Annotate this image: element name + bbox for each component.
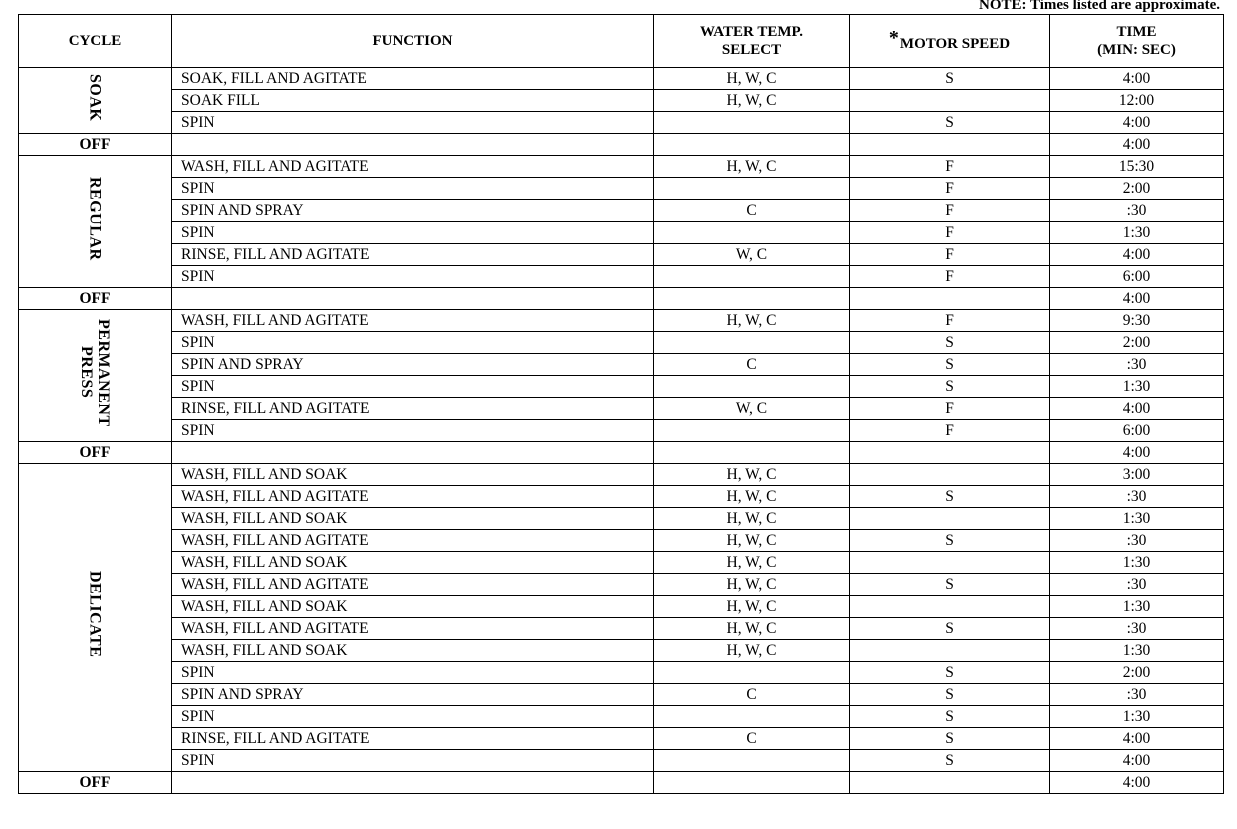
water-temp-cell [654,706,850,728]
motor-speed-cell: F [850,178,1050,200]
table-row [19,222,1224,244]
time-cell: 4:00 [1050,112,1224,134]
cycle-group-cell [19,156,172,288]
function-cell: SPIN [172,706,654,728]
time-cell: :30 [1050,530,1224,552]
table-row [19,376,1224,398]
water-temp-cell: H, W, C [654,156,850,178]
motor-speed-cell: S [850,112,1050,134]
table-row [19,90,1224,112]
motor-speed-cell: F [850,200,1050,222]
motor-speed-cell [850,640,1050,662]
function-cell [172,288,654,310]
motor-speed-cell: S [850,662,1050,684]
water-temp-cell: H, W, C [654,640,850,662]
table-row [19,310,1224,332]
function-cell [172,772,654,794]
motor-speed-cell: F [850,420,1050,442]
time-cell: 1:30 [1050,376,1224,398]
cycle-header: CYCLE [19,15,172,68]
function-cell: SPIN [172,222,654,244]
time-cell: 9:30 [1050,310,1224,332]
table-row [19,112,1224,134]
water-temp-header [654,15,850,68]
off-label: OFF [19,288,172,310]
water-temp-cell [654,750,850,772]
table-row [19,662,1224,684]
motor-speed-cell: S [850,728,1050,750]
table-row [19,200,1224,222]
table-row [19,244,1224,266]
motor-speed-cell: S [850,354,1050,376]
function-cell: WASH, FILL AND AGITATE [172,486,654,508]
time-cell: 2:00 [1050,332,1224,354]
time-cell: 1:30 [1050,508,1224,530]
motor-speed-cell [850,552,1050,574]
cycle-name: REGULAR [86,176,104,261]
function-cell: SPIN [172,332,654,354]
time-cell: 4:00 [1050,398,1224,420]
water-temp-cell: H, W, C [654,464,850,486]
function-cell: WASH, FILL AND AGITATE [172,310,654,332]
table-row [19,530,1224,552]
function-cell: WASH, FILL AND SOAK [172,596,654,618]
cycle-group-cell [19,68,172,134]
function-cell: SPIN [172,112,654,134]
motor-speed-cell: S [850,706,1050,728]
motor-speed-cell [850,596,1050,618]
table-row [19,266,1224,288]
motor-speed-cell [850,134,1050,156]
time-header-line1: TIME [1116,24,1157,40]
time-cell: 4:00 [1050,134,1224,156]
table-row [19,706,1224,728]
time-cell: 4:00 [1050,68,1224,90]
motor-speed-cell: S [850,530,1050,552]
water-temp-cell: H, W, C [654,596,850,618]
function-cell: SOAK FILL [172,90,654,112]
motor-speed-cell: F [850,244,1050,266]
water-temp-cell: H, W, C [654,90,850,112]
water-temp-header-line1: WATER TEMP. [699,24,804,40]
time-cell: 15:30 [1050,156,1224,178]
table-body [19,68,1224,794]
off-row [19,442,1224,464]
time-cell: 1:30 [1050,706,1224,728]
table-row [19,728,1224,750]
off-row [19,134,1224,156]
table-row [19,420,1224,442]
time-cell: 2:00 [1050,178,1224,200]
function-cell: SPIN AND SPRAY [172,684,654,706]
water-temp-cell [654,332,850,354]
function-cell: SOAK, FILL AND AGITATE [172,68,654,90]
time-cell: 3:00 [1050,464,1224,486]
table-row [19,640,1224,662]
off-row [19,772,1224,794]
motor-speed-cell: S [850,618,1050,640]
motor-speed-cell: S [850,486,1050,508]
function-cell: RINSE, FILL AND AGITATE [172,244,654,266]
function-header: FUNCTION [172,15,654,68]
water-temp-header-line2: SELECT [721,42,782,58]
off-label: OFF [19,772,172,794]
function-cell: WASH, FILL AND SOAK [172,464,654,486]
motor-speed-cell [850,288,1050,310]
off-label: OFF [19,134,172,156]
table-row [19,178,1224,200]
cycle-chart-table [18,14,1224,794]
motor-speed-cell: S [850,574,1050,596]
footnote-asterisk: * [888,27,899,49]
water-temp-cell [654,420,850,442]
time-cell: 6:00 [1050,266,1224,288]
time-cell: 1:30 [1050,596,1224,618]
table-row [19,618,1224,640]
table-row [19,354,1224,376]
water-temp-cell [654,112,850,134]
table-row [19,574,1224,596]
water-temp-cell: C [654,728,850,750]
table-row [19,750,1224,772]
water-temp-cell [654,662,850,684]
water-temp-cell: W, C [654,398,850,420]
function-cell [172,442,654,464]
cycle-name: PERMANENT PRESS [78,318,112,427]
cycle-group-cell [19,464,172,772]
motor-speed-header-label: MOTOR SPEED [899,36,1011,52]
water-temp-cell: H, W, C [654,618,850,640]
motor-speed-cell: F [850,156,1050,178]
header-row [19,15,1224,68]
function-cell: WASH, FILL AND AGITATE [172,574,654,596]
motor-speed-cell: S [850,750,1050,772]
time-cell: :30 [1050,684,1224,706]
motor-speed-cell: F [850,310,1050,332]
time-cell: 1:30 [1050,640,1224,662]
function-cell: WASH, FILL AND AGITATE [172,618,654,640]
approximate-times-note: NOTE: Times listed are approximate. [979,0,1220,13]
water-temp-cell: H, W, C [654,574,850,596]
water-temp-cell: H, W, C [654,310,850,332]
water-temp-cell: H, W, C [654,508,850,530]
function-cell: WASH, FILL AND SOAK [172,640,654,662]
time-cell: :30 [1050,486,1224,508]
water-temp-cell [654,266,850,288]
water-temp-cell [654,772,850,794]
time-cell: :30 [1050,354,1224,376]
function-cell [172,134,654,156]
time-cell: :30 [1050,200,1224,222]
table-row [19,68,1224,90]
water-temp-cell: C [654,354,850,376]
motor-speed-cell [850,464,1050,486]
function-cell: WASH, FILL AND SOAK [172,508,654,530]
table-row [19,684,1224,706]
function-cell: RINSE, FILL AND AGITATE [172,398,654,420]
water-temp-cell: W, C [654,244,850,266]
function-cell: WASH, FILL AND AGITATE [172,156,654,178]
water-temp-cell [654,376,850,398]
cycle-group-cell [19,310,172,442]
motor-speed-header [850,15,1050,68]
time-cell: 4:00 [1050,244,1224,266]
water-temp-cell: H, W, C [654,552,850,574]
motor-speed-cell: F [850,398,1050,420]
function-cell: WASH, FILL AND AGITATE [172,530,654,552]
function-cell: SPIN AND SPRAY [172,354,654,376]
cycle-name: DELICATE [86,571,104,658]
function-cell: SPIN [172,178,654,200]
water-temp-cell: C [654,684,850,706]
time-cell: 1:30 [1050,222,1224,244]
time-cell: :30 [1050,574,1224,596]
water-temp-cell: H, W, C [654,68,850,90]
motor-speed-cell [850,90,1050,112]
time-cell: 4:00 [1050,772,1224,794]
motor-speed-cell: F [850,266,1050,288]
motor-speed-cell [850,442,1050,464]
table-row [19,508,1224,530]
table-row [19,486,1224,508]
motor-speed-cell: F [850,222,1050,244]
water-temp-cell: H, W, C [654,486,850,508]
motor-speed-cell: S [850,68,1050,90]
table-row [19,464,1224,486]
water-temp-cell [654,442,850,464]
function-cell: SPIN [172,266,654,288]
motor-speed-cell [850,772,1050,794]
time-header-line2: (MIN: SEC) [1097,42,1176,58]
function-cell: WASH, FILL AND SOAK [172,552,654,574]
table-row [19,156,1224,178]
motor-speed-cell [850,508,1050,530]
motor-speed-cell: S [850,332,1050,354]
function-cell: SPIN AND SPRAY [172,200,654,222]
time-cell: 4:00 [1050,750,1224,772]
function-cell: SPIN [172,662,654,684]
time-cell: 12:00 [1050,90,1224,112]
time-cell: 4:00 [1050,288,1224,310]
function-cell: SPIN [172,376,654,398]
table-row [19,596,1224,618]
water-temp-cell [654,222,850,244]
time-cell: 1:30 [1050,552,1224,574]
cycle-name: SOAK [86,73,104,122]
time-cell: 4:00 [1050,442,1224,464]
motor-speed-cell: S [850,684,1050,706]
function-cell: RINSE, FILL AND AGITATE [172,728,654,750]
time-cell: 4:00 [1050,728,1224,750]
water-temp-cell: C [654,200,850,222]
table-row [19,332,1224,354]
off-label: OFF [19,442,172,464]
table-row [19,398,1224,420]
water-temp-cell: H, W, C [654,530,850,552]
time-header [1050,15,1224,68]
water-temp-cell [654,288,850,310]
time-cell: :30 [1050,618,1224,640]
off-row [19,288,1224,310]
water-temp-cell [654,134,850,156]
time-cell: 2:00 [1050,662,1224,684]
function-cell: SPIN [172,420,654,442]
table-row [19,552,1224,574]
time-cell: 6:00 [1050,420,1224,442]
function-cell: SPIN [172,750,654,772]
motor-speed-cell: S [850,376,1050,398]
water-temp-cell [654,178,850,200]
